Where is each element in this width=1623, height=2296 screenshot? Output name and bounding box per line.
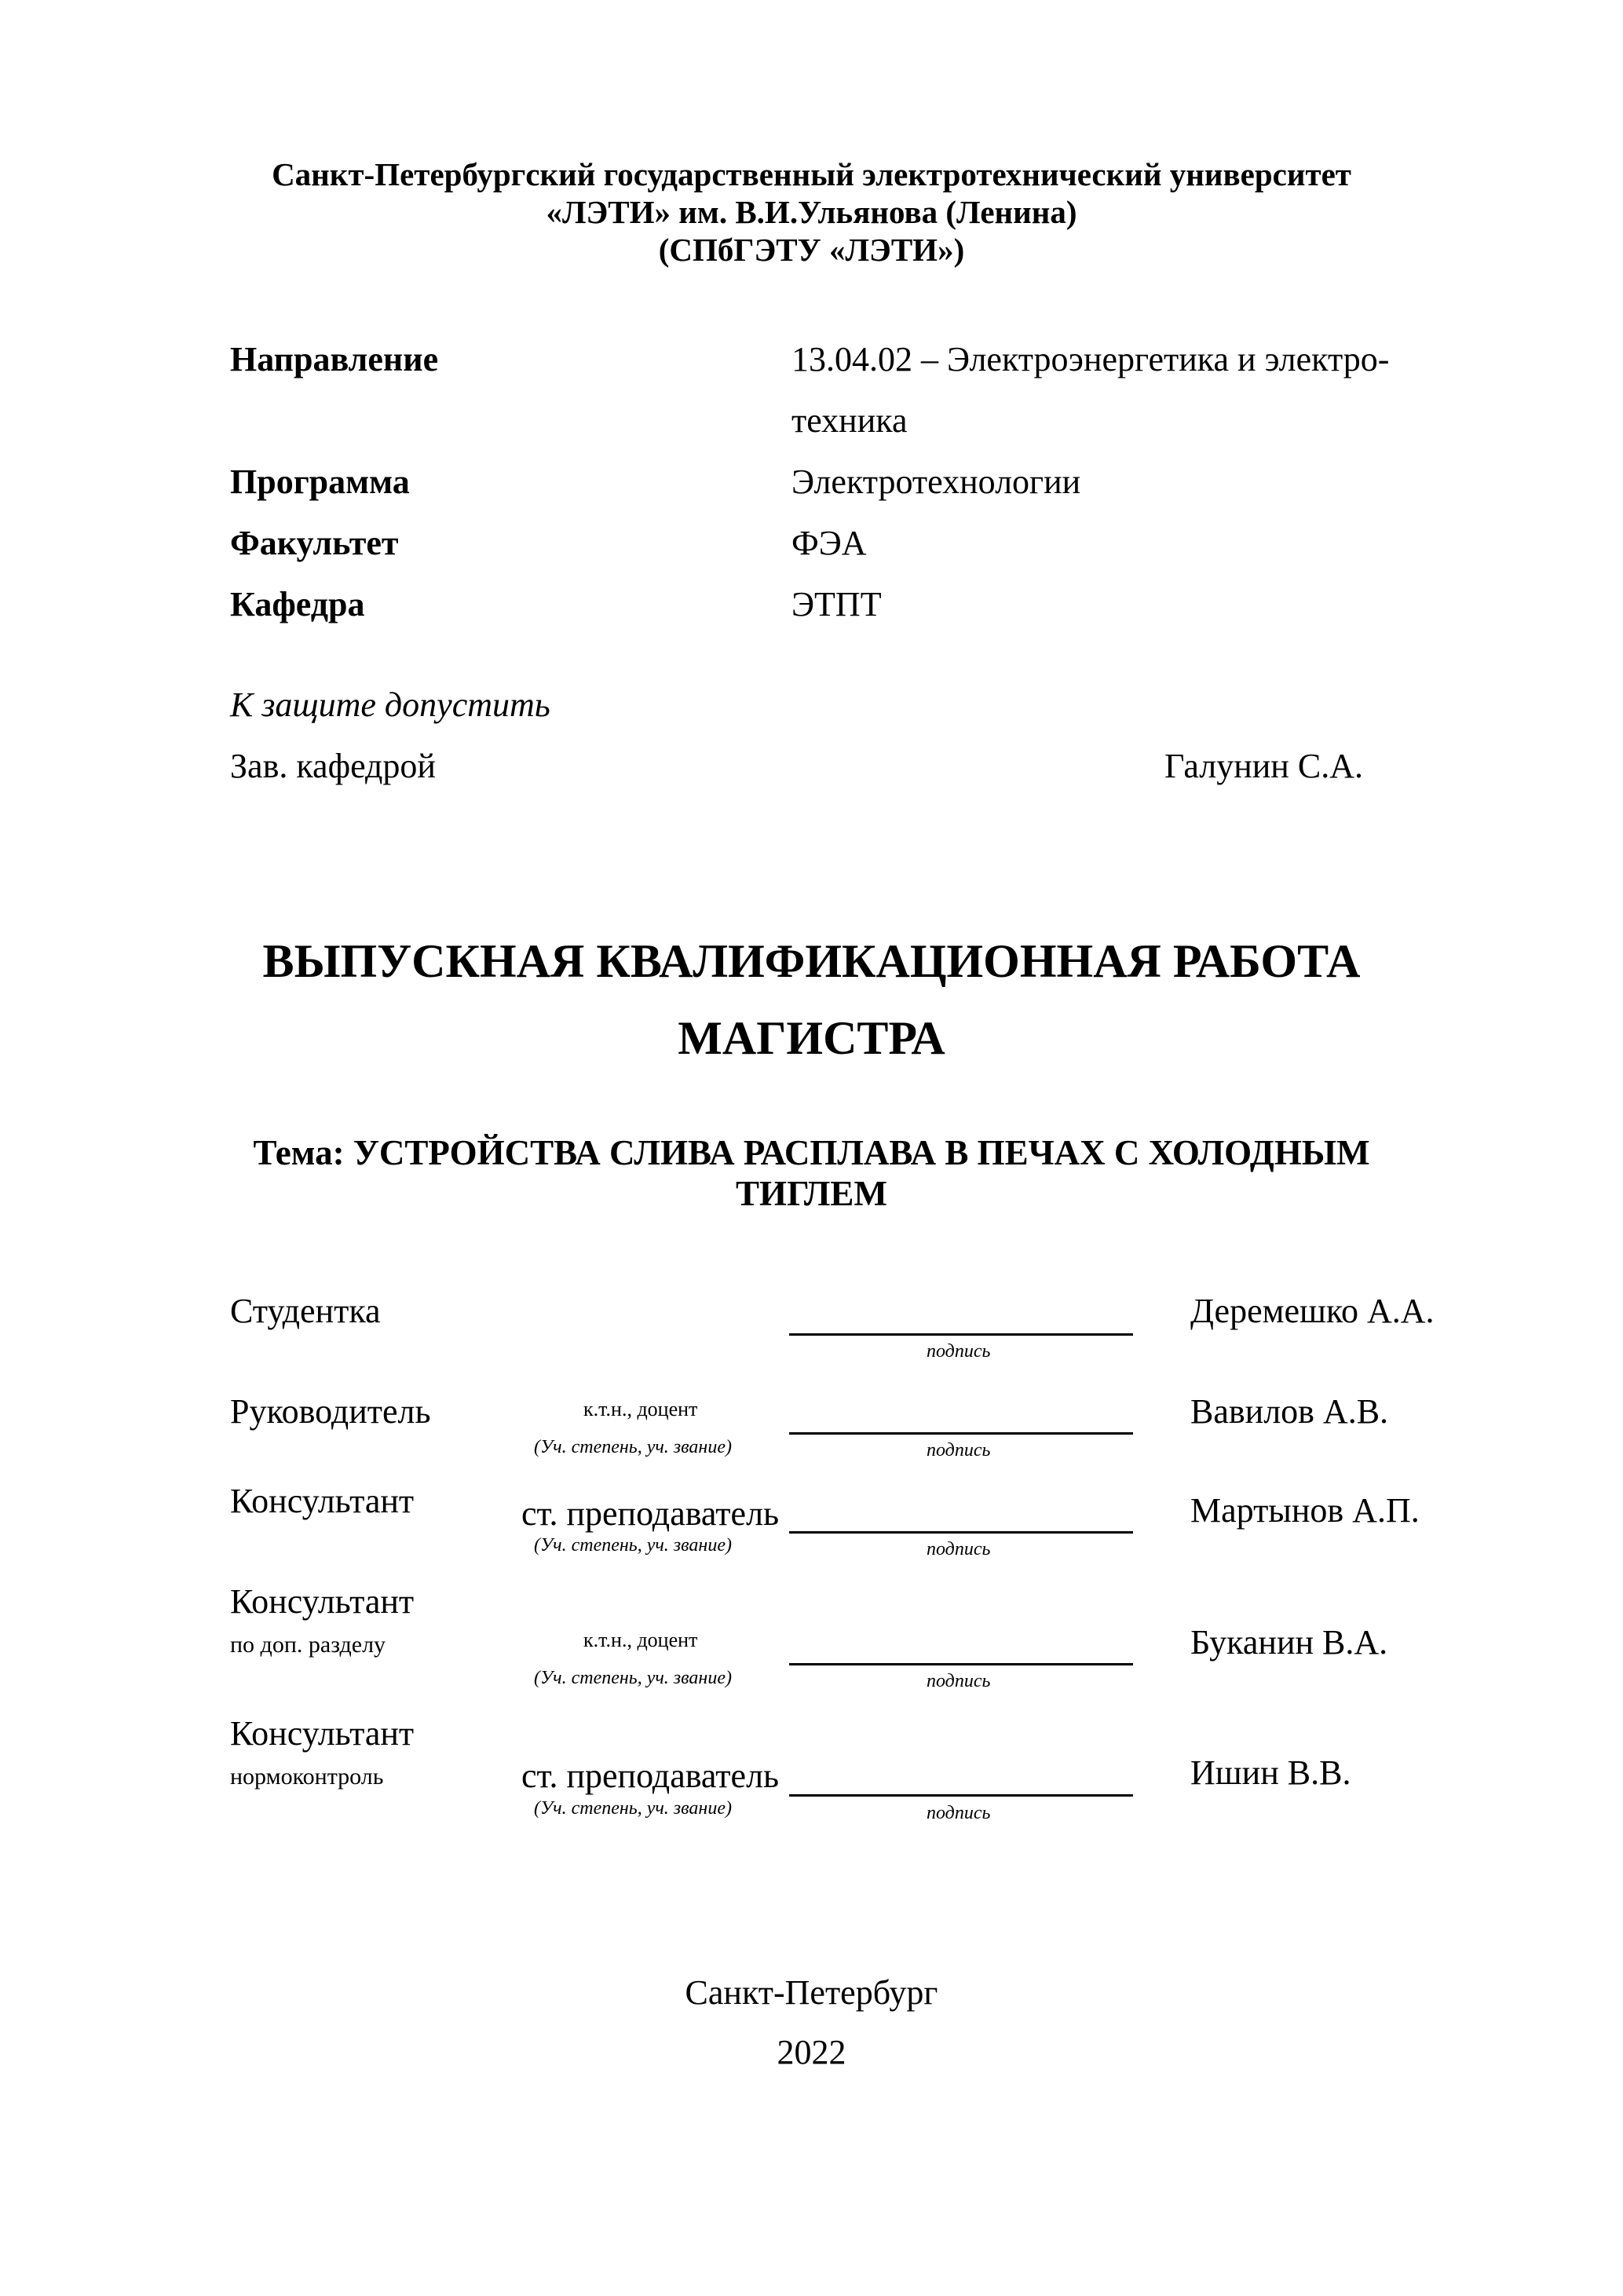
signature-caption: подпись	[927, 1341, 991, 1362]
degree-caption: (Уч. степень, уч. звание)	[534, 1535, 732, 1556]
direction-label: Направление	[230, 340, 439, 378]
admit-text: К защите допустить	[230, 686, 550, 724]
person-name: Мартынов А.П.	[1190, 1491, 1420, 1530]
role-label: Консультант	[230, 1482, 415, 1520]
person-name: Ишин В.В.	[1190, 1753, 1351, 1792]
direction-value: 13.04.02 – Электроэнергетика и электро-	[791, 340, 1390, 378]
university-name: Санкт-Петербургский государственный электротехнический университет	[272, 156, 1351, 192]
program-value: Электротехнологии	[791, 462, 1081, 501]
degree-caption: (Уч. степень, уч. звание)	[534, 1798, 732, 1819]
document-title-line2: МАГИСТРА	[678, 1012, 945, 1064]
signature-caption: подпись	[927, 1803, 991, 1823]
department-value: ЭТПТ	[791, 585, 882, 623]
topic-line1: Тема: УСТРОЙСТВА СЛИВА РАСПЛАВА В ПЕЧАХ С ХОЛОДНЫМ	[253, 1133, 1370, 1172]
signature-line	[789, 1531, 1133, 1534]
role-label: Консультант	[230, 1582, 415, 1621]
year: 2022	[777, 2033, 846, 2071]
role-label: Руководитель	[230, 1392, 431, 1431]
head-label: Зав. кафедрой	[230, 747, 436, 785]
degree-value: ст. преподаватель	[521, 1494, 780, 1533]
university-abbr: (СПбГЭТУ «ЛЭТИ»)	[658, 232, 965, 268]
degree-caption: (Уч. степень, уч. звание)	[534, 1668, 732, 1688]
person-name: Буканин В.А.	[1190, 1623, 1388, 1662]
role-label: Консультант	[230, 1714, 415, 1753]
person-name: Деремешко А.А.	[1190, 1292, 1435, 1330]
degree-value: к.т.н., доцент	[583, 1629, 698, 1651]
role-sublabel: по доп. разделу	[230, 1632, 386, 1658]
signature-caption: подпись	[927, 1539, 991, 1559]
head-name: Галунин С.А.	[1164, 747, 1363, 785]
signature-line	[789, 1663, 1133, 1665]
topic-line2: ТИГЛЕМ	[736, 1174, 887, 1213]
signature-line	[789, 1333, 1133, 1336]
degree-value: ст. преподаватель	[521, 1757, 780, 1795]
program-label: Программа	[230, 462, 410, 501]
signature-line	[789, 1432, 1133, 1435]
document-title: ВЫПУСКНАЯ КВАЛИФИКАЦИОННАЯ РАБОТА	[262, 935, 1361, 987]
degree-caption: (Уч. степень, уч. звание)	[534, 1437, 732, 1457]
university-name-line2: «ЛЭТИ» им. В.И.Ульянова (Ленина)	[546, 194, 1077, 230]
signature-caption: подпись	[927, 1671, 991, 1691]
faculty-label: Факультет	[230, 524, 399, 562]
signature-caption: подпись	[927, 1440, 991, 1461]
faculty-value: ФЭА	[791, 524, 867, 562]
city: Санкт-Петербург	[685, 1973, 938, 2012]
degree-value: к.т.н., доцент	[583, 1398, 698, 1420]
role-label: Студентка	[230, 1292, 381, 1330]
role-sublabel: нормоконтроль	[230, 1764, 384, 1790]
department-label: Кафедра	[230, 585, 365, 623]
signature-line	[789, 1794, 1133, 1797]
person-name: Вавилов А.В.	[1190, 1392, 1389, 1431]
direction-value-cont: техника	[791, 401, 908, 440]
